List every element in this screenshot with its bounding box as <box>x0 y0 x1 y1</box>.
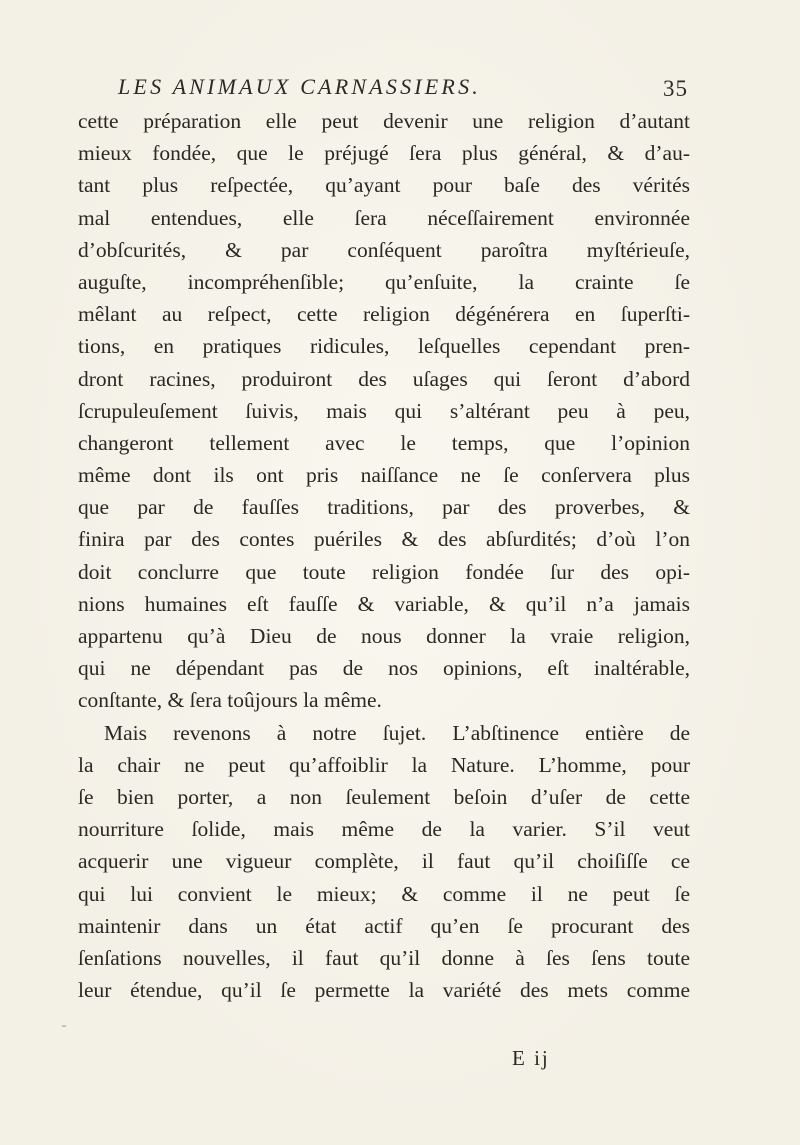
text-line: leur étendue, qu’il ſe permette la variété des mets comme <box>78 978 690 1003</box>
text-line: d’obſcurités, & par conſéquent paroîtra myſtérieuſe, <box>78 237 690 262</box>
text-line: acquerir une vigueur complète, il faut qu’il choiſiſſe ce <box>78 849 690 874</box>
text-line: mieux fondée, que le préjugé ſera plus général, & d’au- <box>78 141 690 166</box>
text-line: changeront tellement avec le temps, que l’opinion <box>78 430 690 455</box>
text-line: cette préparation elle peut devenir une religion d’autant <box>78 109 690 133</box>
signature-mark: E ij <box>512 1046 550 1070</box>
text-line: qui lui convient le mieux; & comme il ne peut ſe <box>78 881 690 906</box>
text-line: ſenſations nouvelles, il faut qu’il donne à ſes ſens toute <box>78 945 690 970</box>
text-line: auguſte, incompréhenſible; qu’enſuite, la crainte ſe <box>78 269 690 294</box>
text-line: conſtante, & ſera toûjours la même. <box>78 688 382 713</box>
text-line: tant plus reſpectée, qu’ayant pour baſe des vérités <box>78 173 690 198</box>
running-head <box>118 74 688 104</box>
text-line: que par de fauſſes traditions, par des proverbes, & <box>78 495 690 520</box>
text-line: maintenir dans un état actif qu’en ſe procurant des <box>78 913 690 938</box>
text-line: ſe bien porter, a non ſeulement beſoin d’uſer de cette <box>78 784 690 809</box>
page-number: 35 <box>663 76 688 101</box>
text-line: nions humaines eſt fauſſe & variable, & qu’il n’a jamais <box>78 591 690 616</box>
text-line: nourriture ſolide, mais même de la varier. S’il veut <box>78 817 690 842</box>
text-line: qui ne dépendant pas de nos opinions, eſt inaltérable, <box>78 656 690 681</box>
running-title: LES ANIMAUX CARNASSIERS. <box>118 74 481 99</box>
text-line: même dont ils ont pris naiſſance ne ſe conſervera plus <box>78 463 690 488</box>
paper-speck <box>62 1025 66 1027</box>
text-line: appartenu qu’à Dieu de nous donner la vraie religion, <box>78 624 690 648</box>
text-line: mal entendues, elle ſera néceſſairement environnée <box>78 205 690 230</box>
text-line: finira par des contes puériles & des abſurdités; d’où l’on <box>78 527 690 552</box>
text-line: ſcrupuleuſement ſuivis, mais qui s’altérant peu à peu, <box>78 398 690 423</box>
text-line: mêlant au reſpect, cette religion dégénérera en ſuperſti- <box>78 302 690 327</box>
text-line: tions, en pratiques ridicules, leſquelles cependant pren- <box>78 334 690 359</box>
text-line: doit conclurre que toute religion fondée ſur des opi- <box>78 559 690 584</box>
text-line: Mais revenons à notre ſujet. L’abſtinence entière de <box>104 720 690 745</box>
text-line: dront racines, produiront des uſages qui ſeront d’abord <box>78 366 690 391</box>
text-line: la chair ne peut qu’affoiblir la Nature. L’homme, pour <box>78 752 690 777</box>
body-text <box>78 105 690 1006</box>
